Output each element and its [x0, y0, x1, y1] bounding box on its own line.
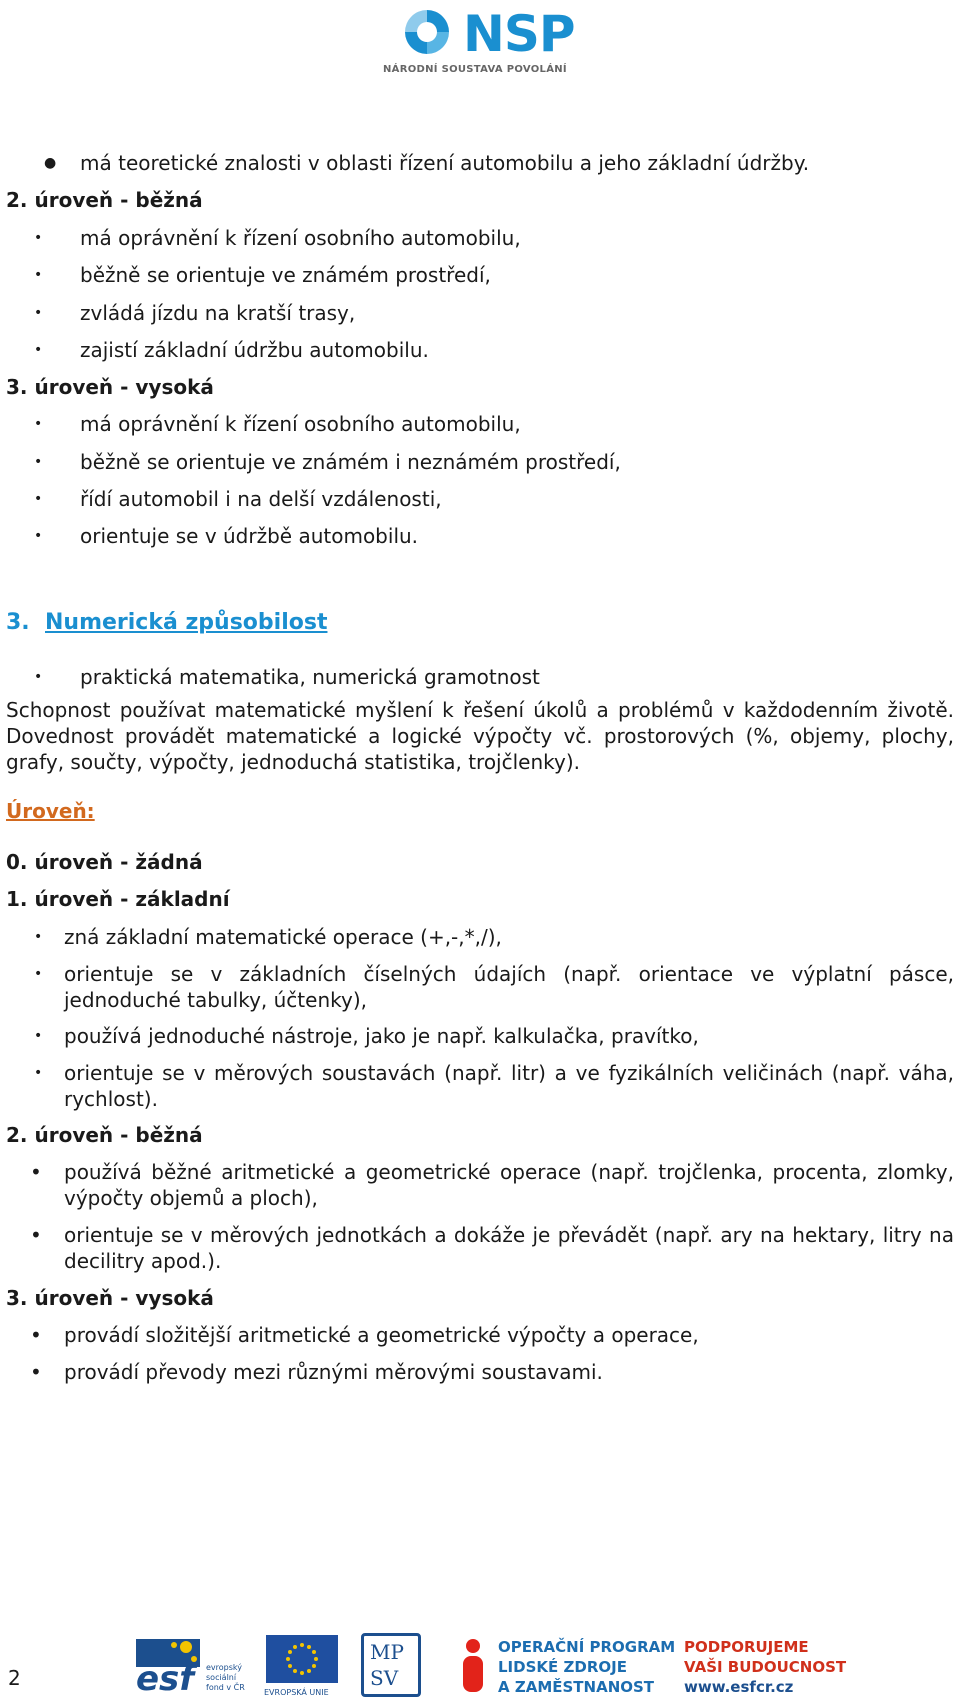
list-item: zvládá jízdu na kratší trasy,: [80, 301, 356, 325]
bullet-icon: •: [30, 1360, 42, 1384]
list-item: orientuje se v měrových soustavách (např. litr) a ve fyzikálních veličinách (např. váha, rychlost).: [64, 1061, 954, 1111]
bullet-icon: •: [34, 491, 43, 507]
level-heading: 3. úroveň - vysoká: [6, 1286, 214, 1310]
level-heading: 0. úroveň - žádná: [6, 850, 203, 874]
bullet-icon: •: [34, 342, 43, 358]
level-heading: 2. úroveň - běžná: [6, 188, 203, 212]
level-heading: 1. úroveň - základní: [6, 887, 230, 911]
esf-caption-line: evropský: [206, 1663, 242, 1672]
bullet-icon: •: [34, 1065, 43, 1081]
list-item: má oprávnění k řízení osobního automobilu,: [80, 412, 521, 436]
bullet-icon: •: [30, 1160, 42, 1184]
op-line: LIDSKÉ ZDROJE: [498, 1658, 627, 1676]
bullet-icon: •: [34, 528, 43, 544]
mpsv-text-top: MP: [370, 1640, 404, 1664]
bullet-icon: ●: [44, 155, 57, 171]
person-icon: [455, 1636, 491, 1696]
esf-caption-line: fond v ČR: [206, 1683, 245, 1692]
bullet-icon: •: [34, 230, 43, 246]
list-item: provádí složitější aritmetické a geometrické výpočty a operace,: [64, 1323, 699, 1347]
eu-caption: EVROPSKÁ UNIE: [264, 1688, 329, 1697]
esf-caption-line: sociální: [206, 1673, 237, 1682]
support-line: VAŠI BUDOUCNOST: [684, 1658, 847, 1676]
bullet-icon: •: [30, 1323, 42, 1347]
bullet-icon: •: [34, 669, 43, 685]
list-item: běžně se orientuje ve známém i neznámém prostředí,: [80, 450, 621, 474]
level-heading: 3. úroveň - vysoká: [6, 375, 214, 399]
list-item: běžně se orientuje ve známém prostředí,: [80, 263, 491, 287]
nsp-logo: [383, 4, 593, 76]
bullet-icon: •: [34, 929, 43, 945]
level-label: Úroveň:: [6, 799, 95, 823]
support-text: [684, 1637, 846, 1697]
esf-caption: [206, 1663, 245, 1693]
bullet-icon: •: [30, 1223, 42, 1247]
level-heading: 2. úroveň - běžná: [6, 1123, 203, 1147]
section-title: Numerická způsobilost: [45, 610, 328, 635]
list-item: orientuje se v údržbě automobilu.: [80, 524, 419, 548]
op-line: A ZAMĚSTNANOST: [498, 1678, 655, 1696]
section-number: 3.: [6, 610, 30, 635]
op-line: OPERAČNÍ PROGRAM: [498, 1638, 676, 1656]
list-item: zná základní matematické operace (+,-,*,/),: [64, 925, 502, 949]
section-paragraph: Schopnost používat matematické myšlení k řešení úkolů a problémů v každodenním životě. Dovednost provádět matematické a logické výpočty vč. prostorových (%, objemy, plochy, grafy, součty, výpočty, jednoduchá statistika, trojčlenky).: [6, 698, 954, 774]
list-item: provádí převody mezi různými měrovými soustavami.: [64, 1360, 603, 1384]
bullet-icon: •: [34, 267, 43, 283]
op-figure-icon: [455, 1636, 491, 1696]
bullet-icon: •: [34, 966, 43, 982]
list-item: používá běžné aritmetické a geometrické operace (např. trojčlenka, procenta, zlomky, výpočty objemů a ploch),: [64, 1160, 954, 1210]
page-number: 2: [8, 1666, 21, 1690]
bullet-icon: •: [34, 454, 43, 470]
nsp-logo-icon: [401, 6, 453, 58]
support-link[interactable]: www.esfcr.cz: [684, 1678, 794, 1696]
list-item: zajistí základní údržbu automobilu.: [80, 338, 429, 362]
bullet-icon: •: [34, 416, 43, 432]
eu-stars-icon: [266, 1635, 338, 1683]
list-item: orientuje se v základních číselných údajích (např. orientace ve výplatní pásce, jednoduché tabulky, účtenky),: [64, 962, 954, 1012]
list-item: má oprávnění k řízení osobního automobilu,: [80, 226, 521, 250]
eu-flag-icon: [266, 1635, 338, 1683]
list-item: orientuje se v měrových jednotkách a dokáže je převádět (např. ary na hektary, litry na decilitry apod.).: [64, 1223, 954, 1273]
list-item: používá jednoduché nástroje, jako je např. kalkulačka, pravítko,: [64, 1024, 699, 1048]
bullet-icon: •: [34, 305, 43, 321]
logo-subtitle: NÁRODNÍ SOUSTAVA POVOLÁNÍ: [383, 64, 567, 75]
esf-logo: [136, 1635, 256, 1699]
list-item: praktická matematika, numerická gramotnost: [80, 665, 540, 689]
support-line: PODPORUJEME: [684, 1638, 809, 1656]
op-program-text: [498, 1637, 675, 1697]
esf-text: esf: [136, 1659, 195, 1699]
section-heading: [6, 610, 327, 636]
list-item: má teoretické znalosti v oblasti řízení automobilu a jeho základní údržby.: [80, 151, 810, 175]
logo-text: NSP: [463, 5, 575, 63]
mpsv-text-bottom: SV: [370, 1666, 399, 1690]
list-item: řídí automobil i na delší vzdálenosti,: [80, 487, 442, 511]
bullet-icon: •: [34, 1028, 43, 1044]
mpsv-logo: [361, 1633, 421, 1697]
